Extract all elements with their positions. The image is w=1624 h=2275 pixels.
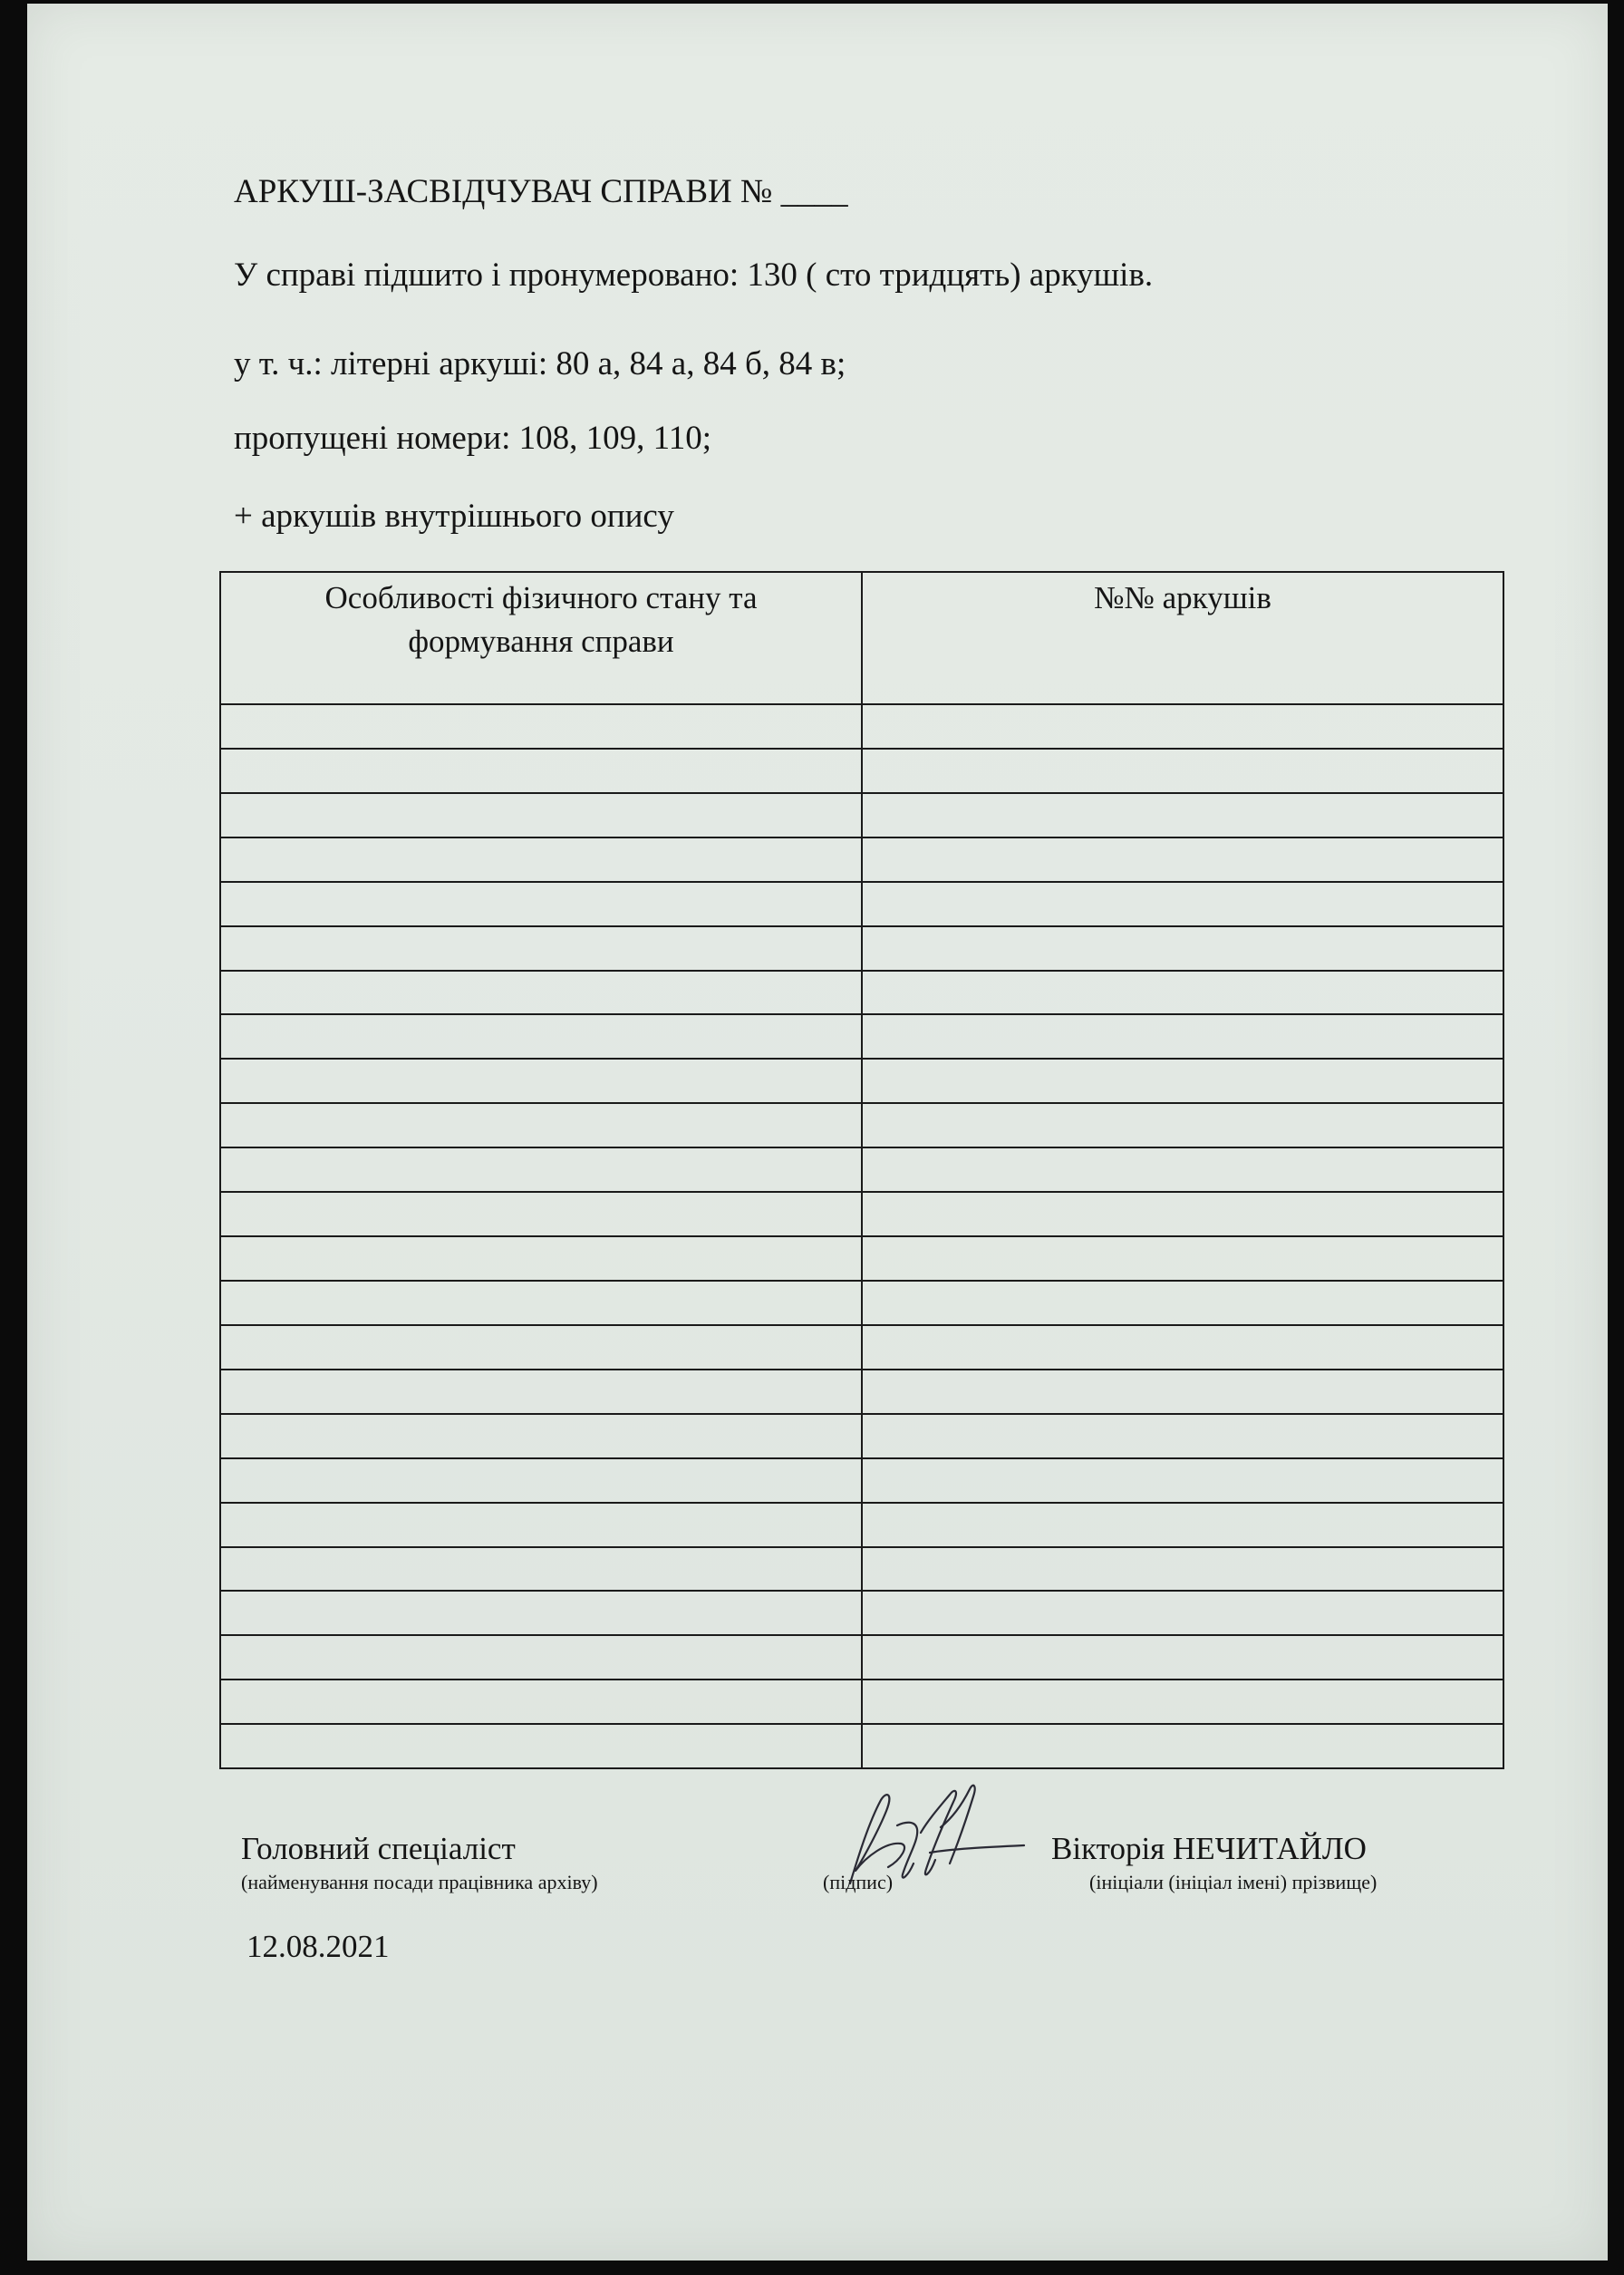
sheets-count-line: У справі підшито і пронумеровано: 130 ( сто тридцять) аркушів. [234, 257, 1154, 294]
name-caption: (ініціали (ініціал імені) прізвище) [1089, 1871, 1378, 1893]
position-caption: (найменування посади працівника архіву) [241, 1871, 598, 1893]
position-title: Головний спеціаліст [241, 1831, 516, 1866]
document-sheet [27, 4, 1608, 2260]
header-condition-line1: Особливості фізичного стану та [324, 580, 758, 615]
header-condition-line2: формування справи [408, 624, 674, 659]
signer-name: Вікторія НЕЧИТАЙЛО [1051, 1831, 1367, 1866]
letter-sheets-line: у т. ч.: літерні аркуші: 80 а, 84 а, 84 б, 84 в; [234, 345, 846, 382]
condition-table [219, 571, 1504, 1769]
column-divider [861, 573, 863, 1767]
missing-numbers-line: пропущені номери: 108, 109, 110; [234, 420, 712, 457]
document-date: 12.08.2021 [246, 1929, 390, 1964]
signature-caption: (підпис) [823, 1871, 894, 1893]
inventory-sheets-line: + аркушів внутрішнього опису [234, 498, 674, 535]
document-title: АРКУШ-ЗАСВІДЧУВАЧ СПРАВИ № ____ [234, 173, 848, 210]
header-cell-condition [221, 576, 861, 663]
header-cell-sheet-numbers: №№ аркушів [1094, 580, 1271, 615]
